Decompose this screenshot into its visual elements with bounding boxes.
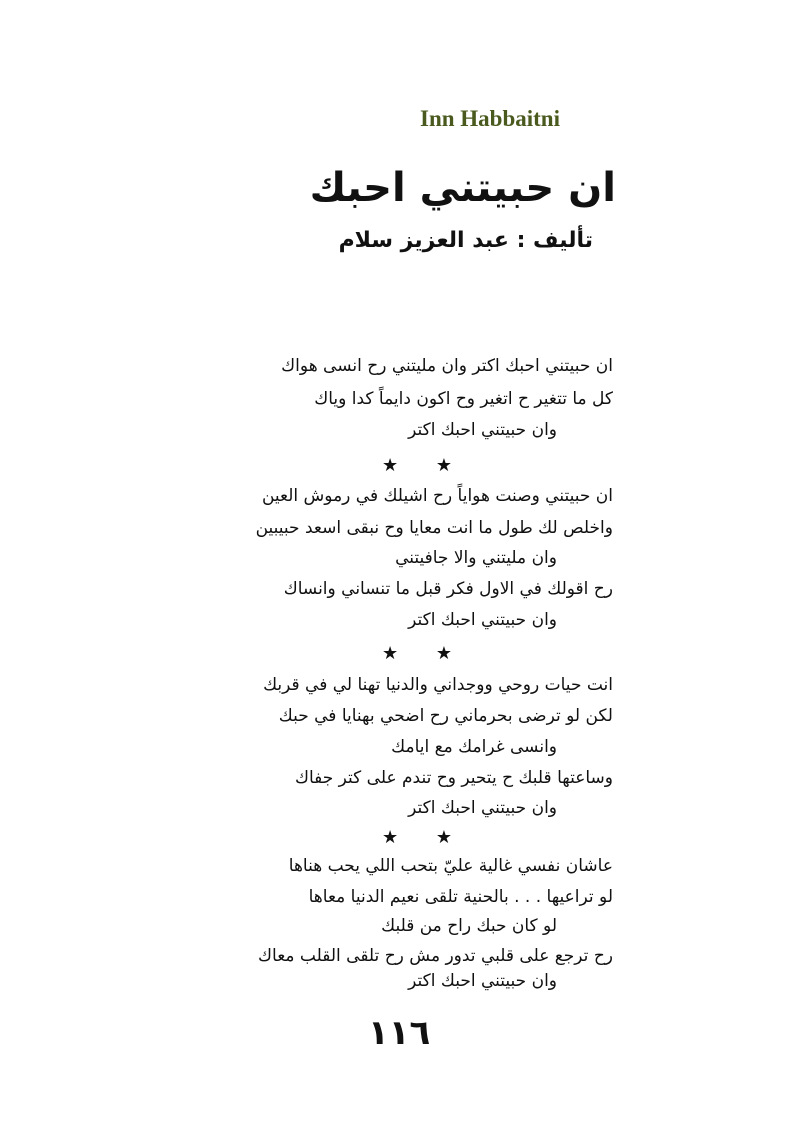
lyric-line: ان حبيتني احبك اكتر وان مليتني رح انسى هواك	[281, 356, 613, 376]
stanza-separator: ★ ★	[382, 643, 468, 664]
lyric-refrain: وان مليتني والا جافيتني	[395, 548, 557, 568]
lyric-refrain: وانسى غرامك مع ايامك	[391, 737, 557, 757]
lyric-refrain: وان حبيتني احبك اكتر	[408, 420, 557, 440]
page-number: ١١٦	[368, 1013, 431, 1053]
lyric-line: انت حيات روحي ووجداني والدنيا تهنا لي في قربك	[263, 675, 613, 695]
lyric-line: كل ما تتغير ح اتغير وح اكون دايماً كدا وياك	[314, 389, 613, 409]
lyric-line: لكن لو ترضى بحرماني رح اضحي بهنايا في حبك	[278, 706, 613, 726]
lyric-refrain: وان حبيتني احبك اكتر	[408, 610, 557, 630]
lyric-line: لو تراعيها . . . بالحنية تلقى نعيم الدنيا معاها	[308, 887, 613, 907]
english-title: Inn Habbaitni	[420, 106, 560, 131]
lyric-refrain: وان حبيتني احبك اكتر	[408, 971, 557, 991]
lyric-line: ان حبيتني وصنت هواياً رح اشيلك في رموش العين	[261, 486, 613, 506]
lyric-refrain: لو كان حبك راح من قلبك	[381, 916, 557, 936]
lyric-refrain: وان حبيتني احبك اكتر	[408, 798, 557, 818]
stanza-separator: ★ ★	[382, 827, 468, 848]
arabic-title: ان حبيتني احبك	[309, 165, 616, 211]
lyric-line: عاشان نفسي غالية عليّ بتحب اللي يحب هناها	[288, 856, 613, 876]
lyric-line: وساعتها قلبك ح يتحير وح تندم على كتر جفاك	[294, 768, 613, 788]
author-line: تأليف : عبد العزيز سلام	[338, 228, 593, 253]
lyric-line: رح اقولك في الاول فكر قبل ما تنساني وانساك	[283, 579, 613, 599]
lyric-line: رح ترجع على قلبي تدور مش رح تلقى القلب معاك	[258, 946, 613, 966]
lyric-line: واخلص لك طول ما انت معايا وح نبقى اسعد حبيبين	[255, 518, 613, 538]
stanza-separator: ★ ★	[382, 455, 468, 476]
